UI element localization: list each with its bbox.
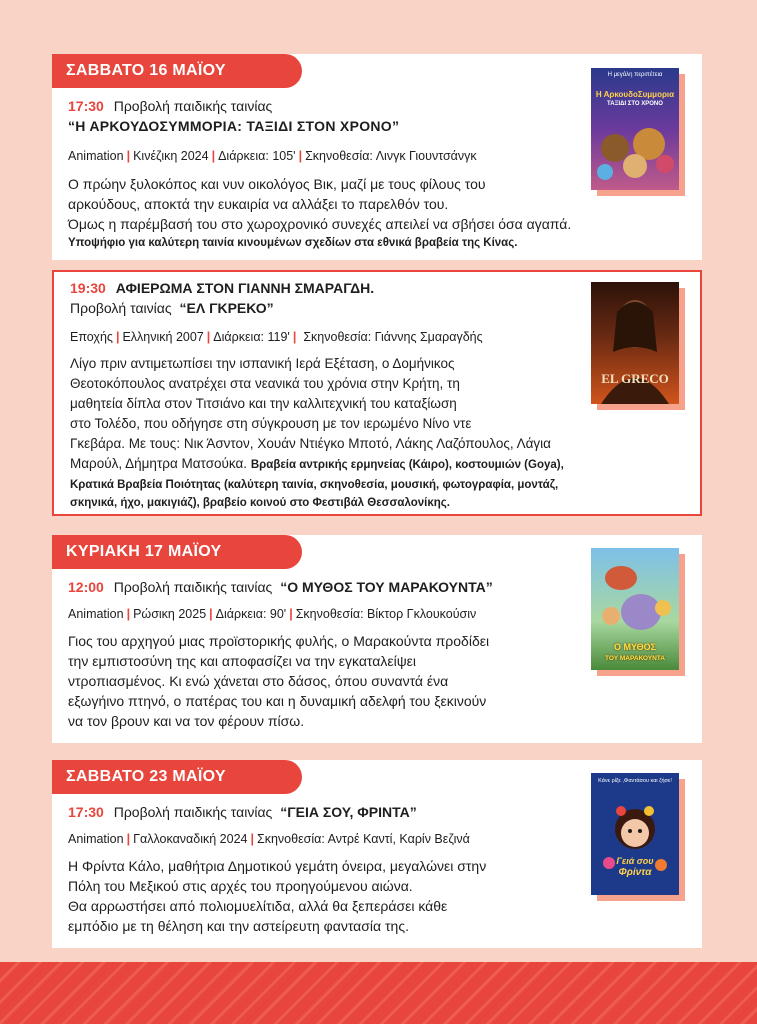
tribute-title: ΑΦΙΕΡΩΜΑ ΣΤΟΝ ΓΙΑΝΝΗ ΣΜΑΡΑΓΔΗ. [115, 280, 375, 296]
film-description: Γιος του αρχηγού μιας προϊστορικής φυλής, ο Μαρακούντα προδίδει την εμπιστοσύνη της και αποφασίζει να την εγκαταλείψει ντροπιασμένος. Κι ενώ χάνεται στο δάσος, όπου συναντά ένα εξωγήινο πτηνό, ο πατέρας του και η δυναμική αδελφή του ξεκινούν να τον βρουν και να τον φέρουν πίσω. [68, 633, 490, 729]
film-title: “Η ΑΡΚΟΥΔΟΣΥΜΜΟΡΙΑ: ΤΑΞΙΔΙ ΣΤΟΝ ΧΡΟΝΟ” [68, 118, 400, 134]
film-description: Ο πρώην ξυλοκόπος και νυν οικολόγος Βικ, μαζί με τους φίλους του αρκούδους, αποκτά την ευκαιρία να αλλάξει το παρελθόν του. Όμως η παρέμβασή του στο χωροχρονικό συνεχές απειλεί να σβήσει όσα αγαπά. [68, 176, 572, 232]
film-title: “Ο ΜΥΘΟΣ ΤΟΥ ΜΑΡΑΚΟΥΝΤΑ” [280, 579, 493, 595]
screening-type: Προβολή παιδικής ταινίας [113, 804, 273, 820]
screening-time: 17:30 [68, 98, 104, 114]
screening-type: Προβολή ταινίας [70, 300, 172, 316]
director: Σκηνοθεσία: Αντρέ Καντί, Καρίν Βεζινά [257, 832, 470, 846]
director: Σκηνοθεσία: Λινγκ Γιουντσάνγκ [305, 149, 477, 163]
film-description: Λίγο πριν αντιμετωπίσει την ισπανική Ιερά Εξέταση, ο Δομήνικος Θεοτοκόπουλος ανατρέχει στα νεανικά του χρόνια στην Κρήτη, τη μαθητεία δίπλα στον Τιτσιάνο και την καλλιτεχνική του καταξίωση στο Τολέδο, που οδήγησε στη σύγκρουση με τον ιερωμένο Νίνο ντε Γκεβάρα. Με τους: Νικ Άσντον, Χουάν Ντιέγκο Μποτό, Λάκης Λαζόπουλος, Λάγια Μαρούλ, Δήμητρα Ματσούκα. Βραβεία αντρικής ερμηνείας (Κάιρο), κοστουμιών (Goya), [70, 356, 564, 471]
duration: Διάρκεια: 105' [218, 149, 296, 163]
screening-intro [68, 579, 493, 595]
country-year: Κινέζικη 2024 [133, 149, 209, 163]
screening-intro [68, 98, 272, 114]
screening-type: Προβολή παιδικής ταινίας [113, 98, 273, 114]
film-description: Η Φρίντα Κάλο, μαθήτρια Δημοτικού γεμάτη όνειρα, μεγαλώνει στην Πόλη του Μεξικού στις αρχές του προηγούμενου αιώνα. Θα αρρωστήσει από πολιομυελίτιδα, αλλά θα ξεπεράσει κάθε εμπόδιο με τη θέληση και την αστείρευτη φαντασία της. [68, 858, 487, 934]
duration: Διάρκεια: 90' [215, 607, 287, 621]
director: Σκηνοθεσία: Γιάννης Σμαραγδής [303, 330, 483, 344]
day-heading: ΚΥΡΙΑΚΗ 17 ΜΑΪΟΥ [52, 535, 302, 569]
film-title: “ΕΛ ΓΚΡΕΚΟ” [179, 300, 274, 316]
screening-intro [70, 300, 274, 316]
genre: Animation [68, 832, 124, 846]
country-year: Γαλλοκαναδική 2024 [133, 832, 248, 846]
genre: Animation [68, 149, 124, 163]
country-year: Ρώσικη 2025 [133, 607, 207, 621]
event-card-1: ΣΑΒΒΑΤΟ 16 ΜΑΪΟΥ 17:30 Προβολή παιδικής ταινίας “Η ΑΡΚΟΥΔΟΣΥΜΜΟΡΙΑ: ΤΑΞΙΔΙ ΣΤΟΝ ΧΡΟΝΟ” Animation | Κινέζικη 2024 | Διάρκεια: 105' | Σκηνοθεσία: Λινγκ Γιουντσάνγκ Ο πρώην ξυλοκόπος και νυν οικολόγος Βικ, μαζί με τους φίλους του αρκούδους, αποκτά την ευκαιρία να αλλάξει το παρελθόν του. Όμως η παρέμβασή του στο χωροχρονικό συνεχές απειλεί να σβήσει όσα αγαπά. Υποψήφιο για καλύτερη ταινία κινουμένων σχεδίων στα εθνικά βραβεία της Κίνας. Η μεγάλη περιπέτεια Η ΑρκουδοΣυμμορια ΤΑΞΙΔΙ ΣΤΟ ΧΡΟΝΟ [52, 54, 702, 260]
genre: Εποχής [70, 330, 113, 344]
event-card-3: ΚΥΡΙΑΚΗ 17 ΜΑΪΟΥ 12:00 Προβολή παιδικής ταινίας “Ο ΜΥΘΟΣ ΤΟΥ ΜΑΡΑΚΟΥΝΤΑ” Animation | Ρώσικη 2025 | Διάρκεια: 90' | Σκηνοθεσία: Βίκτορ Γκλουκούσιν Γιος του αρχηγού μιας προϊστορικής φυλής, ο Μαρακούντα προδίδει την εμπιστοσύνη της και αποφασίζει να την εγκαταλείψει ντροπιασμένος. Κι ενώ χάνεται στο δάσος, όπου συναντά ένα εξωγήινο πτηνό, ο πατέρας του και η δυναμική αδελφή του ξεκινούν να τον βρουν και να τον φέρουν πίσω. Ο ΜΥΘΟΣ ΤΟΥ ΜΑΡΑΚΟΥΝΤΑ [52, 535, 702, 743]
film-meta: Animation | Γαλλοκαναδική 2024 | Σκηνοθεσία: Αντρέ Καντί, Καρίν Βεζινά [68, 832, 470, 846]
screening-time: 17:30 [68, 804, 104, 820]
duration: Διάρκεια: 119' [213, 330, 290, 344]
decorative-footer-stripes [0, 962, 757, 1024]
film-award-cont: Κρατικά Βραβεία Ποιότητας (καλύτερη ταινία, σκηνοθεσία, μουσική, φωτογραφία, μοντάζ, σκηνικά, ήχο, μακιγιάζ), βραβείο κοινού στο Φεστιβάλ Θεσσαλονίκης. [70, 479, 559, 509]
film-meta: Animation | Ρώσικη 2025 | Διάρκεια: 90' | Σκηνοθεσία: Βίκτορ Γκλουκούσιν [68, 607, 477, 621]
director: Σκηνοθεσία: Βίκτορ Γκλουκούσιν [295, 607, 477, 621]
film-title: “ΓΕΙΑ ΣΟΥ, ΦΡΙΝΤΑ” [280, 804, 417, 820]
film-meta: Animation | Κινέζικη 2024 | Διάρκεια: 105' | Σκηνοθεσία: Λινγκ Γιουντσάνγκ [68, 149, 477, 163]
screening-intro [68, 804, 417, 820]
genre: Animation [68, 607, 124, 621]
film-award: Βραβεία αντρικής ερμηνείας (Κάιρο), κοστουμιών (Goya), [250, 459, 564, 471]
film-meta: Εποχής | Ελληνική 2007 | Διάρκεια: 119' | Σκηνοθεσία: Γιάννης Σμαραγδής [70, 330, 483, 344]
day-heading: ΣΑΒΒΑΤΟ 23 ΜΑΪΟΥ [52, 760, 302, 794]
day-heading: ΣΑΒΒΑΤΟ 16 ΜΑΪΟΥ [52, 54, 302, 88]
tribute-heading [70, 280, 374, 296]
event-card-2: 19:30 ΑΦΙΕΡΩΜΑ ΣΤΟΝ ΓΙΑΝΝΗ ΣΜΑΡΑΓΔΗ. Προβολή ταινίας “ΕΛ ΓΚΡΕΚΟ” Εποχής | Ελληνική 2007 | Διάρκεια: 119' | Σκηνοθεσία: Γιάννης Σμαραγδής Λίγο πριν αντιμετωπίσει την ισπανική Ιερά Εξέταση, ο Δομήνικος Θεοτοκόπουλος ανατρέχει στα νεανικά του χρόνια στην Κρήτη, τη μαθητεία δίπλα στον Τιτσιάνο και την καλλιτεχνική του καταξίωση στο Τολέδο, που οδήγησε στη σύγκρουση με τον ιερωμένο Νίνο ντε Γκεβάρα. Με τους: Νικ Άσντον, Χουάν Ντιέγκο Μποτό, Λάκης Λαζόπουλος, Λάγια Μαρούλ, Δήμητρα Ματσούκα. Βραβεία αντρικής ερμηνείας (Κάιρο), κοστουμιών (Goya), Κρατικά Βραβεία Ποιότητας (καλύτερη ταινία, σκηνοθεσία, μουσική, φωτογραφία, μοντάζ, σκηνικά, ήχο, μακιγιάζ), βραβείο κοινού στο Φεστιβάλ Θεσσαλονίκης. EL GRECO [52, 270, 702, 516]
poster-art [591, 68, 679, 190]
screening-type: Προβολή παιδικής ταινίας [113, 579, 273, 595]
screening-time: 19:30 [70, 280, 106, 296]
country-year: Ελληνική 2007 [122, 330, 204, 344]
screening-time: 12:00 [68, 579, 104, 595]
event-card-4: ΣΑΒΒΑΤΟ 23 ΜΑΪΟΥ 17:30 Προβολή παιδικής ταινίας “ΓΕΙΑ ΣΟΥ, ΦΡΙΝΤΑ” Animation | Γαλλοκαναδική 2024 | Σκηνοθεσία: Αντρέ Καντί, Καρίν Βεζινά Η Φρίντα Κάλο, μαθήτρια Δημοτικού γεμάτη όνειρα, μεγαλώνει στην Πόλη του Μεξικού στις αρχές του προηγούμενου αιώνα. Θα αρρωστήσει από πολιομυελίτιδα, αλλά θα ξεπεράσει κάθε εμπόδιο με τη θέληση και την αστείρευτη φαντασία της. Κάνε ρίξε ,Φαντάσου και ζήσε! Γειά σου Φρίντα [52, 760, 702, 948]
film-award: Υποψήφιο για καλύτερη ταινία κινουμένων σχεδίων στα εθνικά βραβεία της Κίνας. [68, 237, 518, 249]
